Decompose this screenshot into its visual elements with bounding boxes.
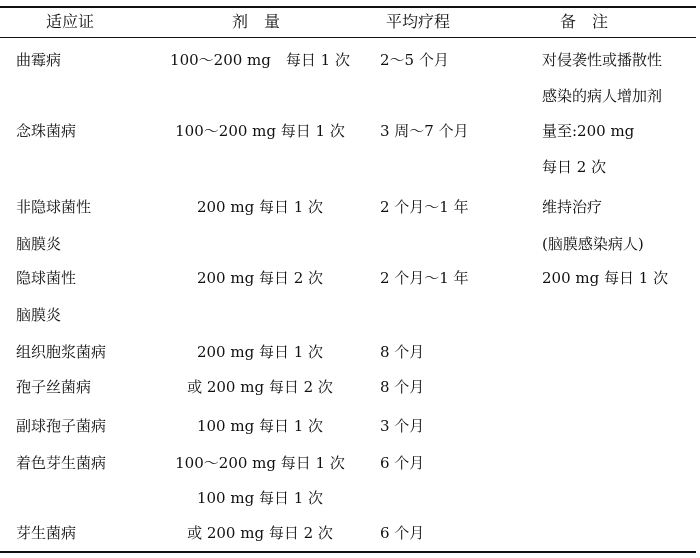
remarks-line: 200 mg 每日 1 次 (542, 269, 669, 287)
cell-indication: 芽生菌病 (16, 524, 77, 542)
remarks-line: 量至:200 mg (542, 122, 635, 140)
cell-indication: 非隐球菌性 (16, 198, 92, 216)
cell-indication: 隐球菌性 (16, 269, 77, 287)
cell-course: 8 个月 (380, 343, 425, 361)
cell-dose: 100 mg 每日 1 次 (196, 489, 324, 507)
header-indication: 适应证 (46, 12, 95, 31)
cell-dose: 100～200 mg 每日 1 次 (170, 51, 350, 69)
cell-indication: 念珠菌病 (16, 122, 77, 140)
cell-dose: 200 mg 每日 2 次 (196, 269, 324, 287)
remarks-line: (脑膜感染病人) (542, 235, 644, 253)
cell-indication: 脑膜炎 (16, 306, 62, 324)
cell-indication: 孢子丝菌病 (16, 378, 92, 396)
cell-course: 2 个月～1 年 (380, 269, 469, 287)
cell-course: 3 周～7 个月 (380, 122, 469, 140)
table-top-rule (0, 6, 696, 8)
table-bottom-rule (0, 551, 696, 553)
cell-indication: 曲霉病 (16, 51, 62, 69)
cell-indication: 脑膜炎 (16, 235, 62, 253)
cell-dose: 或 200 mg 每日 2 次 (187, 524, 333, 542)
cell-indication: 副球孢子菌病 (16, 417, 107, 435)
remarks-line: 感染的病人增加剂 (542, 87, 663, 105)
header-remarks: 备注 (560, 12, 625, 31)
table-header-rule (0, 37, 696, 38)
cell-course: 3 个月 (380, 417, 425, 435)
remarks-line: 对侵袭性或播散性 (542, 51, 663, 69)
remarks-line: 维持治疗 (542, 198, 603, 216)
cell-dose: 200 mg 每日 1 次 (196, 343, 324, 361)
cell-dose: 100 mg 每日 1 次 (196, 417, 324, 435)
cell-dose: 200 mg 每日 1 次 (196, 198, 324, 216)
header-course: 平均疗程 (386, 12, 451, 31)
cell-indication: 着色芽生菌病 (16, 454, 107, 472)
cell-course: 6 个月 (380, 524, 425, 542)
cell-dose: 100～200 mg 每日 1 次 (175, 122, 345, 140)
cell-dose: 或 200 mg 每日 2 次 (187, 378, 333, 396)
cell-course: 6 个月 (380, 454, 425, 472)
cell-course: 2～5 个月 (380, 51, 449, 69)
cell-dose: 100～200 mg 每日 1 次 (175, 454, 345, 472)
header-dose: 剂量 (232, 12, 297, 31)
remarks-line: 每日 2 次 (542, 158, 607, 176)
cell-course: 2 个月～1 年 (380, 198, 469, 216)
cell-indication: 组织胞浆菌病 (16, 343, 107, 361)
cell-course: 8 个月 (380, 378, 425, 396)
